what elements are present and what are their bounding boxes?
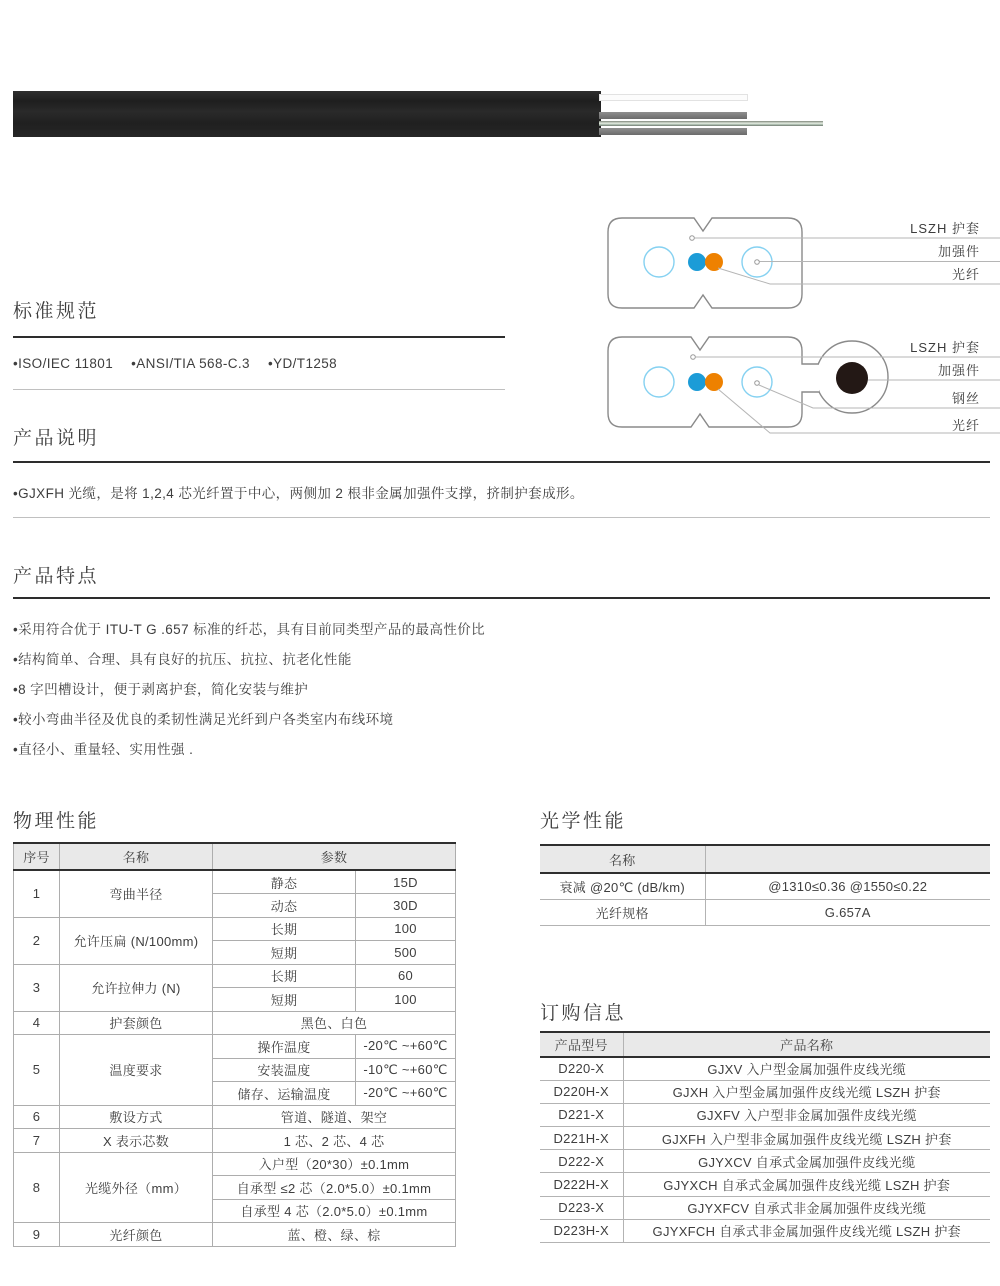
- row-no: 3: [14, 964, 60, 1011]
- optical-row-value: @1310≤0.36 @1550≤0.22: [705, 873, 990, 899]
- diagram-label: LSZH 护套: [910, 340, 980, 355]
- cable-strength-member-top: [599, 112, 747, 119]
- param-merged: 黑色、白色: [213, 1011, 456, 1035]
- product-model: D223H-X: [540, 1219, 623, 1242]
- param-merged: 自承型 4 芯（2.0*5.0）±0.1mm: [213, 1199, 456, 1223]
- param-value: -20℃ ~+60℃: [356, 1082, 456, 1106]
- col-header: 参数: [213, 843, 456, 870]
- rule: [13, 336, 505, 338]
- row-name: 护套颜色: [60, 1011, 213, 1035]
- param-label: 长期: [213, 964, 356, 988]
- row-name: 允许压扁 (N/100mm): [60, 917, 213, 964]
- product-name: GJXH 入户型金属加强件皮线光缆 LSZH 护套: [623, 1080, 990, 1103]
- col-header: [705, 845, 990, 873]
- param-merged: 蓝、橙、绿、棕: [213, 1223, 456, 1247]
- feature-item: •采用符合优于 ITU-T G .657 标准的纤芯，具有目前同类型产品的最高性价比: [13, 622, 486, 637]
- cable-strength-member-bottom: [599, 128, 747, 135]
- cable-fiber-strand: [599, 121, 823, 126]
- product-name: GJYXFCV 自承式非金属加强件皮线光缆: [623, 1196, 990, 1219]
- optical-row-name: 衰减 @20℃ (dB/km): [540, 873, 705, 899]
- param-value: 60: [356, 964, 456, 988]
- fiber-orange-dot: [705, 373, 723, 391]
- product-model: D220H-X: [540, 1080, 623, 1103]
- cross-section-indoor: [608, 218, 1000, 308]
- steel-wire-dot: [836, 362, 868, 394]
- rule: [13, 597, 990, 599]
- param-label: 静态: [213, 870, 356, 894]
- strength-marker: [755, 260, 760, 265]
- product-model: D221-X: [540, 1103, 623, 1126]
- standards-title: 标准规范: [13, 301, 100, 322]
- feature-item: •结构简单、合理、具有良好的抗压、抗拉、抗老化性能: [13, 652, 352, 667]
- fiber-blue-dot: [688, 253, 706, 271]
- physical-title: 物理性能: [13, 811, 100, 832]
- col-header: 名称: [540, 845, 705, 873]
- product-name: GJXFV 入户型非金属加强件皮线光缆: [623, 1103, 990, 1126]
- product-name: GJYXFCH 自承式非金属加强件皮线光缆 LSZH 护套: [623, 1219, 990, 1242]
- param-label: 安装温度: [213, 1058, 356, 1082]
- physical-properties-table: [13, 842, 456, 1247]
- row-name: 光缆外径（mm）: [60, 1152, 213, 1223]
- standard-item: •ISO/IEC 11801: [13, 356, 114, 371]
- row-no: 5: [14, 1035, 60, 1106]
- row-no: 6: [14, 1105, 60, 1129]
- row-no: 2: [14, 917, 60, 964]
- sheath-marker: [691, 355, 696, 360]
- cross-section-diagrams: [580, 200, 1000, 450]
- product-model: D220-X: [540, 1057, 623, 1080]
- param-label: 长期: [213, 917, 356, 941]
- col-header: 名称: [60, 843, 213, 870]
- col-header: 产品型号: [540, 1032, 623, 1057]
- rule: [13, 517, 990, 518]
- strength-marker: [755, 381, 760, 386]
- description-title: 产品说明: [13, 428, 100, 449]
- description-text: •GJXFH 光缆，是将 1,2,4 芯光纤置于中心，两侧加 2 根非金属加强件支撑，挤制护套成形。: [13, 486, 584, 501]
- row-no: 7: [14, 1129, 60, 1153]
- diagram-label: 钢丝: [951, 391, 980, 406]
- param-merged: 管道、隧道、架空: [213, 1105, 456, 1129]
- param-value: -20℃ ~+60℃: [356, 1035, 456, 1059]
- param-value: 30D: [356, 894, 456, 918]
- features-title: 产品特点: [13, 566, 100, 587]
- param-value: 100: [356, 917, 456, 941]
- cable-buffer-tube: [599, 94, 748, 101]
- standards-list: [13, 356, 337, 371]
- product-name: GJXV 入户型金属加强件皮线光缆: [623, 1057, 990, 1080]
- fiber-blue-dot: [688, 373, 706, 391]
- optical-properties-table: [540, 844, 990, 926]
- param-label: 操作温度: [213, 1035, 356, 1059]
- product-model: D223-X: [540, 1196, 623, 1219]
- param-merged: 自承型 ≤2 芯（2.0*5.0）±0.1mm: [213, 1176, 456, 1200]
- diagram-label: 光纤: [951, 418, 980, 433]
- cross-section-self-supporting: [608, 337, 1000, 433]
- row-name: X 表示芯数: [60, 1129, 213, 1153]
- row-name: 敷设方式: [60, 1105, 213, 1129]
- col-header: 产品名称: [623, 1032, 990, 1057]
- param-label: 短期: [213, 988, 356, 1012]
- optical-row-value: G.657A: [705, 899, 990, 925]
- row-no: 9: [14, 1223, 60, 1247]
- param-merged: 1 芯、2 芯、4 芯: [213, 1129, 456, 1153]
- feature-item: •8 字凹槽设计，便于剥离护套，简化安装与维护: [13, 682, 309, 697]
- product-name: GJYXCH 自承式金属加强件皮线光缆 LSZH 护套: [623, 1173, 990, 1196]
- rule: [13, 461, 990, 463]
- ordering-info-table: [540, 1031, 990, 1243]
- row-no: 1: [14, 870, 60, 917]
- features-list: [13, 615, 485, 765]
- product-name: GJXFH 入户型非金属加强件皮线光缆 LSZH 护套: [623, 1127, 990, 1150]
- sheath-marker: [690, 236, 695, 241]
- row-no: 8: [14, 1152, 60, 1223]
- rule: [13, 389, 505, 390]
- optical-title: 光学性能: [540, 811, 627, 832]
- param-label: 短期: [213, 941, 356, 965]
- row-name: 温度要求: [60, 1035, 213, 1106]
- diagram-label: LSZH 护套: [910, 221, 980, 236]
- product-model: D222-X: [540, 1150, 623, 1173]
- row-no: 4: [14, 1011, 60, 1035]
- param-merged: 入户型（20*30）±0.1mm: [213, 1152, 456, 1176]
- param-value: 500: [356, 941, 456, 965]
- row-name: 允许拉伸力 (N): [60, 964, 213, 1011]
- param-label: 储存、运输温度: [213, 1082, 356, 1106]
- standard-item: •ANSI/TIA 568-C.3: [131, 356, 250, 371]
- param-label: 动态: [213, 894, 356, 918]
- param-value: 100: [356, 988, 456, 1012]
- ordering-title: 订购信息: [540, 1003, 627, 1024]
- feature-item: •直径小、重量轻、实用性强 .: [13, 742, 194, 757]
- diagram-label: 加强件: [937, 363, 980, 378]
- row-name: 弯曲半径: [60, 870, 213, 917]
- optical-row-name: 光纤规格: [540, 899, 705, 925]
- col-header: 序号: [14, 843, 60, 870]
- row-name: 光纤颜色: [60, 1223, 213, 1247]
- param-value: 15D: [356, 870, 456, 894]
- standard-item: •YD/T1258: [267, 356, 338, 371]
- diagram-label: 光纤: [951, 267, 980, 282]
- product-model: D221H-X: [540, 1127, 623, 1150]
- product-name: GJYXCV 自承式金属加强件皮线光缆: [623, 1150, 990, 1173]
- cable-sheath-photo: [13, 91, 601, 137]
- param-value: -10℃ ~+60℃: [356, 1058, 456, 1082]
- product-model: D222H-X: [540, 1173, 623, 1196]
- diagram-label: 加强件: [937, 244, 980, 259]
- feature-item: •较小弯曲半径及优良的柔韧性满足光纤到户各类室内布线环境: [13, 712, 394, 727]
